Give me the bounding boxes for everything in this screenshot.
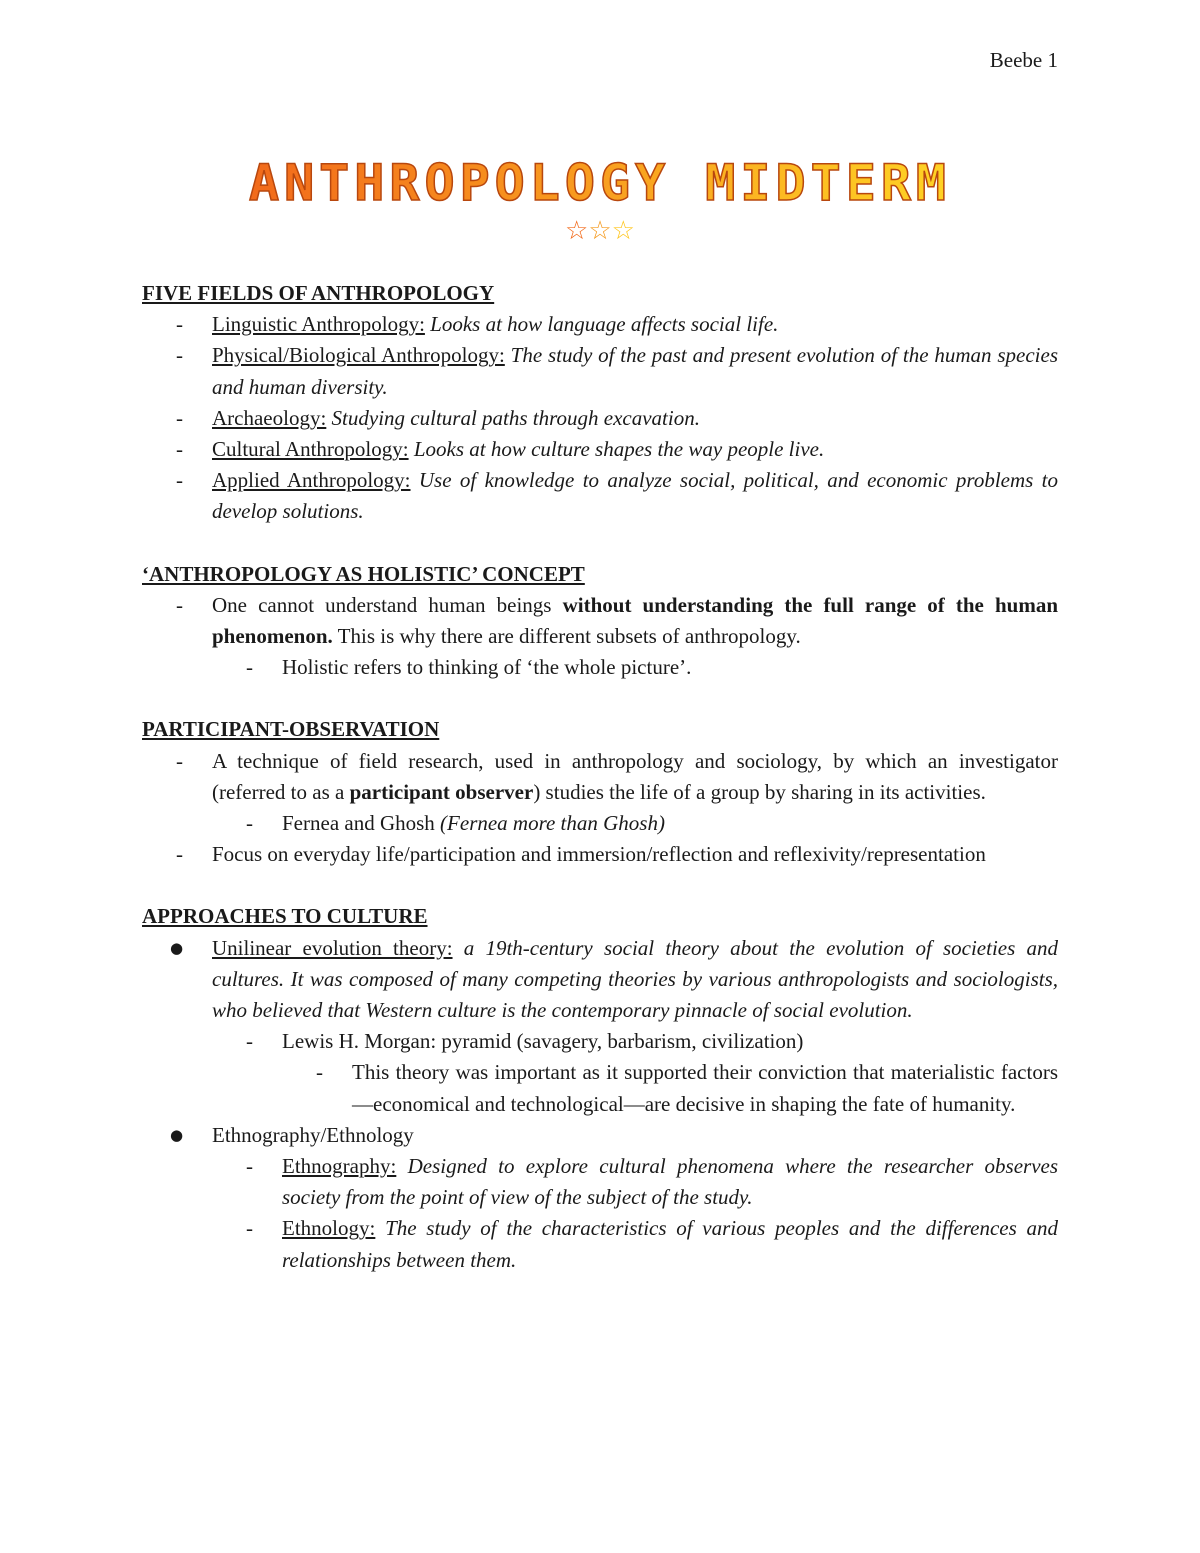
page-title: ANTHROPOLOGY MIDTERM [248,154,952,212]
term: Unilinear evolution theory: [212,935,453,960]
list-item: - Focus on everyday life/participation and immersion/reflection and reflexivity/representation [142,839,1058,870]
list-item: - This theory was important as it supported their conviction that materialistic factors—economical and technological—are decisive in shaping the fate of humanity. [282,1057,1058,1119]
definition: Studying cultural paths through excavation. [331,405,700,430]
page-header: Beebe 1 [989,48,1058,72]
list-item [212,1213,1058,1275]
section-heading: ‘ANTHROPOLOGY AS HOLISTIC’ CONCEPT [142,561,585,586]
morgan-sublist [212,1026,1058,1057]
section-five-fields [142,278,1058,528]
approaches-list-2 [142,1120,1058,1151]
term: Ethnography: [282,1154,397,1179]
section-approaches [142,901,1058,1275]
definition: Looks at how culture shapes the way people live. [413,437,825,462]
list-item [142,309,1058,340]
definition: The study of the characteristics of various peoples and the differences and relationships between them. [282,1216,1059,1272]
star-icon: ☆ [565,216,589,246]
term: Physical/Biological Anthropology: [212,343,505,368]
morgan-subsublist [282,1057,1058,1119]
text: Fernea and Ghosh [282,811,435,836]
holistic-sublist [212,652,1058,683]
section-holistic [142,559,1058,684]
text: A technique of field research, used in anthropology and sociology, by which an investigator (referred to as a [212,748,1058,804]
list-item [212,808,1058,839]
fields-list [142,309,1058,527]
ethno-sublist [212,1151,1058,1276]
list-item [142,746,1058,808]
section-heading: APPROACHES TO CULTURE [142,904,428,929]
definition: Looks at how language affects social life. [430,312,779,337]
bold-text: participant observer [349,779,534,804]
term: Linguistic Anthropology: [212,312,425,337]
section-heading: PARTICIPANT-OBSERVATION [142,717,440,742]
list-item [142,465,1058,527]
star-icon: ☆ [611,216,635,246]
list-item [142,590,1058,652]
term: Ethnology: [282,1216,376,1241]
list-item: ● Ethnography/Ethnology [142,1120,1058,1151]
definition: a 19th-century social theory about the evolution of societies and cultures. It was composed of many competing theories by various anthropologists and sociologists, who believed that Western culture is the contemporary pinnacle of social evolution. [212,935,1059,1023]
list-item [142,933,1058,1027]
definition: Designed to explore cultural phenomena where the researcher observes society from the point of view of the subject of the study. [282,1154,1059,1210]
list-item [212,1151,1058,1213]
text: ) studies the life of a group by sharing in its activities. [533,779,986,804]
title-banner [0,150,1200,216]
bold-text: without understanding the full range of the human phenomenon. [212,592,1059,649]
text: This is why there are different subsets of anthropology. [337,624,801,649]
list-item: - Holistic refers to thinking of ‘the whole picture’. [212,652,1058,683]
holistic-list [142,590,1058,652]
title-graphic [150,150,1050,216]
list-item [142,403,1058,434]
document-body [142,278,1058,1307]
definition: Use of knowledge to analyze social, political, and economic problems to develop solutions. [212,468,1058,524]
section-participant-observation [142,714,1058,870]
term: Cultural Anthropology: [212,437,409,462]
list-item [142,340,1058,402]
participant-list-2 [142,839,1058,870]
list-item: - Lewis H. Morgan: pyramid (savagery, barbarism, civilization) [212,1026,1058,1057]
text: One cannot understand human beings [212,592,552,617]
list-item [142,434,1058,465]
star-icon: ☆ [588,216,612,246]
italic-text: (Fernea more than Ghosh) [440,811,665,836]
term: Applied Anthropology: [212,468,411,493]
participant-sublist [212,808,1058,839]
definition: The study of the past and present evolution of the human species and human diversity. [212,343,1058,399]
term: Archaeology: [212,405,327,430]
approaches-list [142,933,1058,1027]
participant-list [142,746,1058,808]
star-row [0,216,1200,246]
section-heading: FIVE FIELDS OF ANTHROPOLOGY [142,281,495,305]
